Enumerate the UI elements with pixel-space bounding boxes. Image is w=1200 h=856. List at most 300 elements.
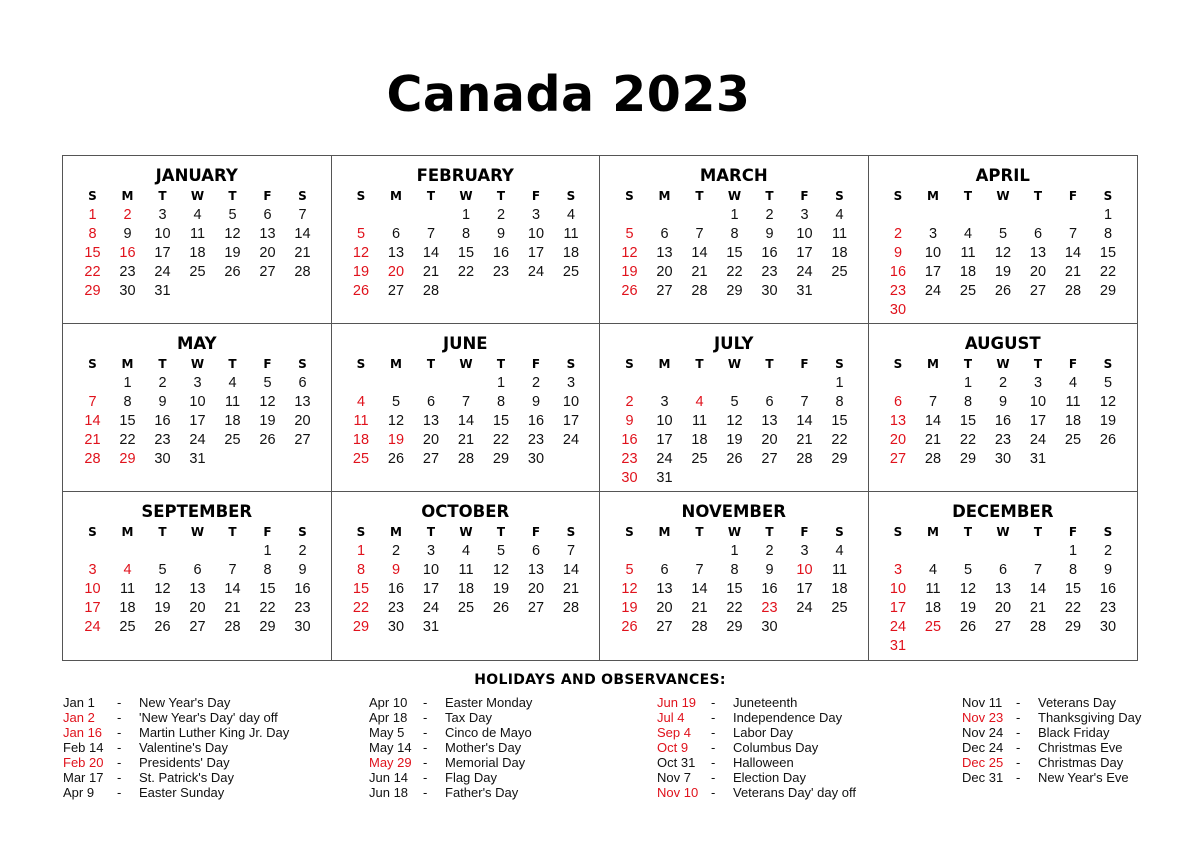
day-cell: 19: [224, 245, 241, 261]
day-cell: 9: [496, 226, 506, 242]
weekday-label: S: [298, 357, 307, 371]
day-cell: 24: [796, 264, 813, 280]
month-days: [881, 523, 1126, 656]
day-cell: 3: [1033, 375, 1043, 391]
day-cell: 17: [889, 600, 907, 616]
weekday-label: S: [566, 189, 576, 203]
day-blank: [951, 206, 986, 225]
month-name: APRIL: [975, 166, 1030, 185]
weekday-label: W: [459, 525, 473, 539]
day-cell: 6: [263, 207, 272, 223]
day-cell: 10: [924, 245, 942, 261]
day-cell: 7: [695, 226, 704, 242]
day-cell: 29: [492, 451, 510, 467]
day-cell: 1: [496, 375, 506, 391]
day-cell: 22: [119, 432, 136, 448]
day-blank: [647, 374, 682, 393]
weekday-label: T: [963, 189, 973, 203]
month-days: [344, 355, 589, 469]
day-cell: 2: [298, 543, 307, 559]
day-blank: [414, 206, 449, 225]
day-cell: 11: [1065, 394, 1081, 410]
day-cell: 21: [1064, 264, 1082, 280]
day-cell: 23: [119, 264, 136, 280]
holiday-name: Mother's Day: [445, 740, 522, 755]
holiday-date: Nov 11: [962, 695, 1003, 710]
day-cell: 19: [387, 432, 405, 448]
day-cell: 6: [1033, 226, 1043, 242]
day-cell: 17: [796, 245, 813, 261]
day-cell: 6: [298, 375, 307, 391]
day-blank: [986, 206, 1021, 225]
day-blank: [414, 374, 449, 393]
day-cell: 18: [224, 413, 241, 429]
day-cell: 16: [119, 245, 136, 261]
day-cell: 11: [960, 245, 976, 261]
holiday-separator: -: [711, 695, 716, 710]
weekday-label: S: [298, 189, 307, 203]
day-cell: 19: [154, 600, 171, 616]
day-cell: 25: [1064, 432, 1082, 448]
day-cell: 21: [691, 600, 708, 616]
day-cell: 30: [621, 470, 638, 486]
holiday-name: Election Day: [733, 770, 806, 785]
day-cell: 20: [294, 413, 311, 429]
day-cell: 17: [924, 264, 942, 280]
day-cell: 29: [726, 619, 743, 635]
day-blank: [612, 542, 647, 561]
day-cell: 18: [831, 245, 848, 261]
day-cell: 9: [531, 394, 541, 410]
weekday-label: S: [1103, 357, 1113, 371]
day-cell: 21: [1029, 600, 1047, 616]
holiday-separator: -: [711, 710, 716, 725]
day-cell: 11: [119, 581, 136, 597]
day-cell: 8: [461, 226, 471, 242]
holiday-date: Apr 18: [369, 710, 408, 725]
day-cell: 7: [88, 394, 97, 410]
holiday-date: Feb 14: [63, 740, 104, 755]
day-cell: 28: [796, 451, 813, 467]
day-cell: 5: [625, 562, 634, 578]
day-cell: 20: [1029, 264, 1047, 280]
day-cell: 20: [889, 432, 907, 448]
holiday-separator: -: [117, 755, 122, 770]
day-cell: 8: [1068, 562, 1078, 578]
month-name: MAY: [176, 334, 217, 353]
day-cell: 15: [84, 245, 101, 261]
day-cell: 23: [294, 600, 311, 616]
day-cell: 20: [994, 600, 1012, 616]
day-cell: 6: [193, 562, 202, 578]
weekday-label: T: [158, 525, 167, 539]
day-cell: 1: [1068, 543, 1078, 559]
day-cell: 13: [761, 413, 778, 429]
day-cell: 15: [352, 581, 370, 597]
day-blank: [916, 374, 951, 393]
day-cell: 15: [831, 413, 848, 429]
day-cell: 18: [831, 581, 848, 597]
day-cell: 22: [457, 264, 475, 280]
weekday-label: F: [263, 189, 272, 203]
day-cell: 12: [492, 562, 510, 578]
day-cell: 2: [765, 207, 774, 223]
day-cell: 6: [391, 226, 401, 242]
holiday-name: 'New Year's Day' day off: [139, 710, 278, 725]
day-cell: 3: [800, 207, 809, 223]
day-cell: 17: [656, 432, 673, 448]
day-cell: 8: [88, 226, 97, 242]
weekday-label: F: [531, 525, 541, 539]
day-cell: 16: [387, 581, 405, 597]
month-name: JULY: [714, 334, 754, 353]
day-cell: 17: [154, 245, 171, 261]
day-cell: 22: [831, 432, 848, 448]
day-cell: 7: [426, 226, 436, 242]
holiday-name: Martin Luther King Jr. Day: [139, 725, 290, 740]
holiday-separator: -: [423, 740, 428, 755]
day-cell: 18: [119, 600, 136, 616]
weekday-label: T: [695, 189, 704, 203]
weekday-label: S: [298, 525, 307, 539]
day-cell: 25: [119, 619, 136, 635]
month-days: [344, 523, 589, 637]
day-cell: 18: [1064, 413, 1082, 429]
day-cell: 1: [88, 207, 97, 223]
weekday-label: S: [1103, 525, 1113, 539]
day-cell: 25: [831, 600, 848, 616]
day-cell: 1: [835, 375, 844, 391]
day-cell: 13: [189, 581, 206, 597]
day-cell: 5: [356, 226, 366, 242]
month-april: [869, 156, 1138, 324]
day-cell: 22: [726, 600, 743, 616]
month-name: NOVEMBER: [681, 502, 786, 521]
holiday-name: Father's Day: [445, 785, 519, 800]
day-cell: 27: [889, 451, 907, 467]
day-cell: 12: [621, 581, 638, 597]
day-cell: 10: [796, 562, 813, 578]
day-cell: 23: [761, 264, 778, 280]
holiday-separator: -: [711, 755, 716, 770]
holiday-name: Tax Day: [445, 710, 492, 725]
day-cell: 14: [294, 226, 311, 242]
day-cell: 24: [889, 619, 907, 635]
day-cell: 26: [224, 264, 241, 280]
day-cell: 26: [726, 451, 743, 467]
day-cell: 27: [994, 619, 1012, 635]
weekday-label: M: [390, 525, 402, 539]
holiday-date: Oct 9: [657, 740, 689, 755]
weekday-label: S: [835, 189, 844, 203]
day-cell: 14: [691, 581, 708, 597]
day-blank: [752, 374, 787, 393]
day-cell: 17: [796, 581, 813, 597]
day-cell: 15: [1099, 245, 1117, 261]
calendar-grid: [62, 155, 1138, 661]
day-cell: 20: [387, 264, 405, 280]
day-cell: 13: [294, 394, 311, 410]
weekday-label: T: [496, 525, 506, 539]
weekday-label: S: [356, 189, 366, 203]
weekday-label: T: [1033, 525, 1043, 539]
holiday-name: Independence Day: [733, 710, 843, 725]
day-cell: 5: [730, 394, 739, 410]
weekday-label: T: [158, 357, 167, 371]
day-blank: [344, 206, 379, 225]
weekday-label: F: [1068, 189, 1078, 203]
holiday-date: Jan 1: [63, 695, 95, 710]
day-cell: 1: [123, 375, 132, 391]
weekday-label: S: [566, 357, 576, 371]
day-cell: 12: [994, 245, 1012, 261]
day-cell: 31: [189, 451, 206, 467]
day-cell: 4: [356, 394, 366, 410]
day-cell: 8: [835, 394, 844, 410]
month-december: [869, 492, 1138, 660]
day-cell: 10: [527, 226, 545, 242]
day-cell: 22: [352, 600, 370, 616]
day-cell: 25: [924, 619, 942, 635]
day-cell: 2: [158, 375, 167, 391]
month-june: [332, 324, 601, 492]
day-cell: 2: [391, 543, 401, 559]
month-days: [75, 187, 320, 301]
holiday-date: Jul 4: [657, 710, 685, 725]
day-cell: 30: [154, 451, 171, 467]
weekday-label: M: [927, 357, 939, 371]
day-cell: 27: [259, 264, 276, 280]
month-name: DECEMBER: [952, 502, 1054, 521]
month-days: [881, 187, 1126, 320]
day-blank: [110, 542, 145, 561]
day-cell: 9: [158, 394, 167, 410]
day-cell: 10: [154, 226, 171, 242]
day-blank: [881, 542, 916, 561]
weekday-label: T: [496, 357, 506, 371]
day-cell: 16: [889, 264, 907, 280]
holiday-name: Columbus Day: [733, 740, 819, 755]
day-cell: 31: [422, 619, 440, 635]
holiday-separator: -: [1016, 770, 1021, 785]
day-cell: 23: [621, 451, 638, 467]
day-cell: 7: [1033, 562, 1043, 578]
day-cell: 25: [562, 264, 580, 280]
day-blank: [916, 542, 951, 561]
day-cell: 13: [422, 413, 440, 429]
day-cell: 8: [356, 562, 366, 578]
day-cell: 12: [621, 245, 638, 261]
day-blank: [1056, 206, 1091, 225]
weekday-label: T: [963, 525, 973, 539]
day-cell: 28: [1029, 619, 1047, 635]
day-cell: 11: [189, 226, 206, 242]
month-name: AUGUST: [964, 334, 1041, 353]
day-cell: 26: [259, 432, 276, 448]
day-cell: 29: [352, 619, 370, 635]
holiday-date: Dec 31: [962, 770, 1004, 785]
day-cell: 3: [660, 394, 669, 410]
day-cell: 4: [193, 207, 202, 223]
day-cell: 31: [889, 638, 907, 654]
day-cell: 11: [353, 413, 369, 429]
day-cell: 22: [959, 432, 977, 448]
day-cell: 12: [1099, 394, 1117, 410]
day-cell: 18: [924, 600, 942, 616]
weekday-label: S: [356, 525, 366, 539]
weekday-label: T: [695, 525, 704, 539]
day-cell: 20: [656, 264, 673, 280]
day-cell: 21: [84, 432, 101, 448]
day-cell: 15: [119, 413, 136, 429]
weekday-label: T: [228, 189, 237, 203]
day-cell: 3: [88, 562, 97, 578]
day-cell: 10: [562, 394, 580, 410]
day-cell: 20: [761, 432, 778, 448]
day-cell: 9: [391, 562, 401, 578]
month-name: OCTOBER: [421, 502, 510, 521]
day-cell: 15: [726, 245, 743, 261]
holiday-separator: -: [1016, 740, 1021, 755]
holiday-name: New Year's Day: [139, 695, 231, 710]
holiday-name: Flag Day: [445, 770, 498, 785]
holiday-name: Christmas Eve: [1038, 740, 1123, 755]
day-cell: 25: [959, 283, 977, 299]
holiday-separator: -: [423, 695, 428, 710]
month-name: JUNE: [442, 334, 488, 353]
day-cell: 14: [796, 413, 813, 429]
day-cell: 7: [228, 562, 237, 578]
day-cell: 29: [1099, 283, 1117, 299]
day-cell: 23: [761, 600, 778, 616]
weekday-label: T: [765, 189, 774, 203]
day-cell: 8: [263, 562, 272, 578]
day-cell: 27: [1029, 283, 1047, 299]
weekday-label: S: [88, 357, 97, 371]
weekday-label: S: [88, 189, 97, 203]
weekday-label: T: [496, 189, 506, 203]
month-days: [612, 355, 857, 488]
day-cell: 28: [294, 264, 311, 280]
weekday-label: W: [996, 357, 1010, 371]
weekday-label: W: [190, 357, 205, 371]
weekday-label: S: [893, 525, 903, 539]
month-days: [75, 523, 320, 637]
day-cell: 6: [660, 226, 669, 242]
day-cell: 20: [259, 245, 276, 261]
day-cell: 15: [457, 245, 475, 261]
day-cell: 29: [259, 619, 276, 635]
day-cell: 5: [998, 226, 1008, 242]
day-cell: 4: [963, 226, 973, 242]
day-cell: 21: [924, 432, 942, 448]
month-february: [332, 156, 601, 324]
day-blank: [145, 542, 180, 561]
day-cell: 19: [352, 264, 370, 280]
day-cell: 30: [761, 283, 778, 299]
day-cell: 26: [994, 283, 1012, 299]
holiday-separator: -: [117, 740, 122, 755]
month-march: [600, 156, 869, 324]
day-cell: 30: [294, 619, 311, 635]
day-cell: 7: [695, 562, 704, 578]
day-cell: 13: [656, 581, 673, 597]
day-cell: 3: [893, 562, 903, 578]
weekday-label: T: [426, 189, 436, 203]
day-cell: 26: [154, 619, 171, 635]
day-cell: 7: [800, 394, 809, 410]
day-blank: [881, 374, 916, 393]
day-cell: 25: [691, 451, 708, 467]
holiday-date: Nov 10: [657, 785, 699, 800]
day-cell: 28: [562, 600, 580, 616]
day-cell: 7: [298, 207, 307, 223]
day-cell: 10: [656, 413, 673, 429]
day-cell: 19: [621, 600, 638, 616]
day-blank: [180, 542, 215, 561]
day-cell: 30: [994, 451, 1012, 467]
day-cell: 25: [224, 432, 241, 448]
day-cell: 26: [387, 451, 405, 467]
holiday-separator: -: [423, 710, 428, 725]
weekday-label: T: [765, 525, 774, 539]
day-cell: 3: [531, 207, 541, 223]
day-cell: 10: [189, 394, 206, 410]
holiday-name: Halloween: [733, 755, 794, 770]
holiday-separator: -: [1016, 755, 1021, 770]
day-cell: 12: [387, 413, 405, 429]
holidays-heading: HOLIDAYS AND OBSERVANCES:: [474, 672, 726, 688]
day-cell: 28: [457, 451, 475, 467]
weekday-label: W: [190, 189, 205, 203]
day-cell: 8: [1103, 226, 1113, 242]
day-cell: 9: [1103, 562, 1113, 578]
day-blank: [612, 374, 647, 393]
day-blank: [717, 374, 752, 393]
day-cell: 24: [656, 451, 673, 467]
weekday-label: S: [625, 189, 634, 203]
day-cell: 16: [621, 432, 638, 448]
day-cell: 24: [84, 619, 101, 635]
weekday-label: W: [727, 357, 742, 371]
day-cell: 13: [994, 581, 1012, 597]
day-cell: 27: [761, 451, 778, 467]
day-cell: 23: [994, 432, 1012, 448]
day-cell: 13: [259, 226, 276, 242]
holiday-name: New Year's Eve: [1038, 770, 1129, 785]
weekday-label: T: [426, 525, 436, 539]
day-cell: 4: [228, 375, 237, 391]
day-cell: 6: [893, 394, 903, 410]
holiday-date: Sep 4: [657, 725, 691, 740]
weekday-label: M: [390, 357, 402, 371]
day-cell: 29: [959, 451, 977, 467]
holiday-date: May 14: [369, 740, 412, 755]
holiday-date: Jan 2: [63, 710, 95, 725]
holiday-date: May 29: [369, 755, 412, 770]
weekday-label: W: [727, 189, 742, 203]
day-cell: 30: [761, 619, 778, 635]
holiday-date: Mar 17: [63, 770, 104, 785]
holiday-name: Juneteenth: [733, 695, 798, 710]
day-cell: 1: [263, 543, 272, 559]
day-cell: 23: [1099, 600, 1117, 616]
day-cell: 8: [963, 394, 973, 410]
weekday-label: M: [121, 357, 134, 371]
day-cell: 10: [1029, 394, 1047, 410]
day-cell: 4: [928, 562, 938, 578]
month-august: [869, 324, 1138, 492]
